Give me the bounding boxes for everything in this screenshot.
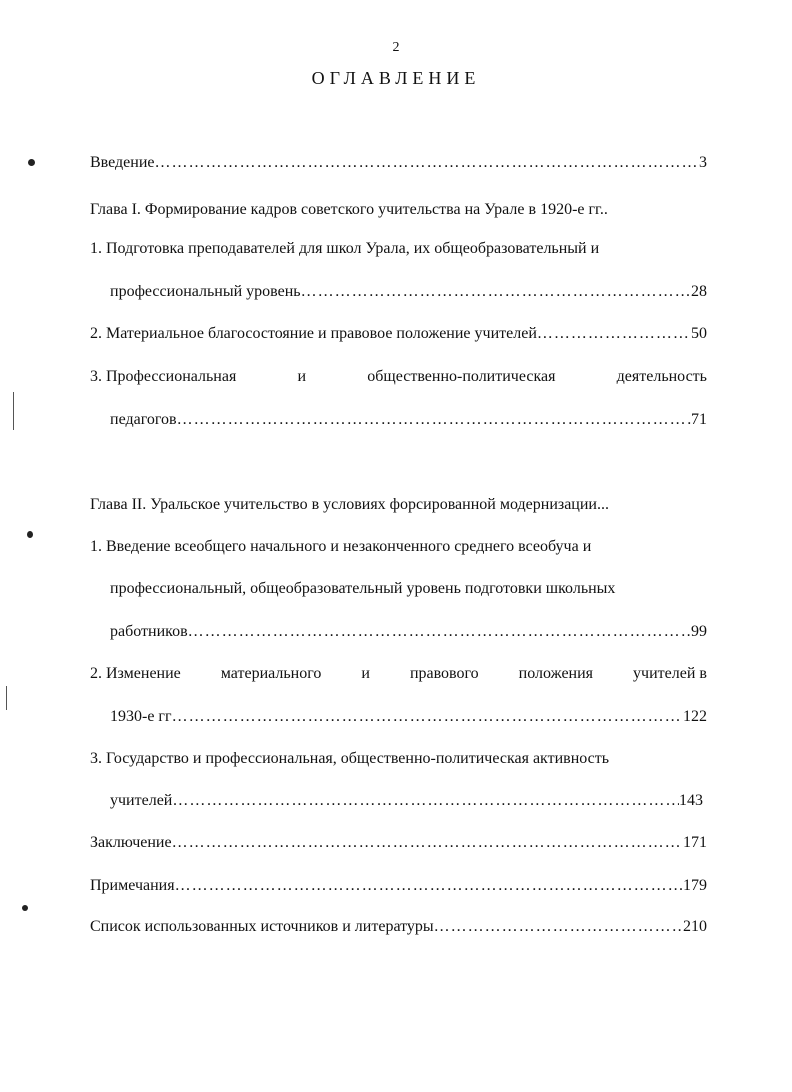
toc-entry-ch1-s1-line1: 1. Подготовка преподавателей для школ Урала, их общеобразовательный и: [90, 240, 600, 257]
scan-speck: [27, 531, 33, 538]
toc-word: правового: [409, 665, 479, 682]
toc-leader-dots: [172, 706, 683, 728]
toc-leader-dots: [177, 409, 691, 431]
toc-leader-dots: [434, 916, 683, 938]
toc-page-number: 99: [691, 623, 707, 640]
page-number: 2: [392, 40, 400, 55]
toc-chapter-2: Глава II. Уральское учительство в условиях форсированной модернизации...: [90, 496, 609, 513]
toc-entry-label: Введение: [90, 154, 155, 171]
toc-entry-label: 2. Материальное благосостояние и правовое положение учителей: [90, 325, 537, 342]
toc-entry-sources: [90, 916, 707, 938]
toc-word: 3. Профессиональная: [90, 368, 237, 385]
toc-word: и: [361, 665, 370, 682]
toc-entry-ch2-s1-line2: профессиональный, общеобразовательный уровень подготовки школьных: [110, 580, 616, 597]
toc-leader-dots: [175, 875, 683, 897]
toc-word: положения: [518, 665, 594, 682]
toc-leader-dots: [301, 281, 691, 303]
toc-leader-dots: [172, 790, 679, 812]
toc-entry-ch2-s2-line1: [90, 663, 707, 685]
toc-entry-label: Список использованных источников и литературы: [90, 918, 434, 935]
toc-page-number: 122: [683, 708, 707, 725]
toc-entry-ch2-s1-line3: [110, 621, 707, 643]
scan-mark: [6, 686, 7, 710]
toc-page-number: 50: [691, 325, 707, 342]
toc-word: материального: [220, 665, 322, 682]
toc-entry-ch2-s1-line1: 1. Введение всеобщего начального и незаконченного среднего всеобуча и: [90, 538, 592, 555]
toc-entry-label: Заключение: [90, 834, 172, 851]
toc-page-number: 3: [699, 154, 707, 171]
toc-page-number: 28: [691, 283, 707, 300]
toc-chapter-1: Глава I. Формирование кадров советского учительства на Урале в 1920-е гг..: [90, 201, 608, 218]
toc-entry-ch2-s2-line2: [110, 706, 707, 728]
toc-entry-intro: [90, 152, 707, 174]
toc-entry-label: педагогов: [110, 411, 177, 428]
toc-page-number: 171: [683, 834, 707, 851]
toc-word: учителей в: [633, 665, 707, 682]
toc-leader-dots: [537, 323, 691, 345]
toc-entry-ch2-s3-line2: [110, 790, 703, 812]
toc-word: и: [297, 368, 307, 385]
toc-entry-ch2-s3-line1: 3. Государство и профессиональная, общественно-политическая активность: [90, 750, 610, 767]
toc-word: деятельность: [616, 368, 707, 385]
toc-word: 2. Изменение: [90, 665, 181, 682]
toc-entry-ch1-s1-line2: [110, 281, 707, 303]
scan-speck: [28, 159, 35, 166]
toc-page-number: 210: [683, 918, 707, 935]
toc-entry-label: 1930-е гг: [110, 708, 172, 725]
toc-entry-label: работников: [110, 623, 188, 640]
toc-entry-ch1-s3-line1: [90, 366, 707, 388]
toc-page-number: 71: [691, 411, 707, 428]
toc-entry-ch1-s2: [90, 323, 707, 345]
toc-leader-dots: [172, 832, 683, 854]
scan-speck: [22, 905, 28, 911]
toc-leader-dots: [188, 621, 691, 643]
toc-entry-label: Примечания: [90, 877, 175, 894]
toc-entry-ch1-s3-line2: [110, 409, 707, 431]
toc-page-number: 143: [679, 792, 703, 809]
toc-page-number: 179: [683, 877, 707, 894]
toc-entry-label: учителей: [110, 792, 173, 809]
toc-word: общественно-политическая: [367, 368, 556, 385]
toc-entry-conclusion: [90, 832, 707, 854]
scan-mark: [13, 392, 14, 430]
toc-entry-label: профессиональный уровень: [110, 283, 301, 300]
toc-entry-notes: [90, 875, 707, 897]
page-title: ОГЛАВЛЕНИЕ: [311, 68, 481, 88]
toc-leader-dots: [155, 152, 700, 174]
